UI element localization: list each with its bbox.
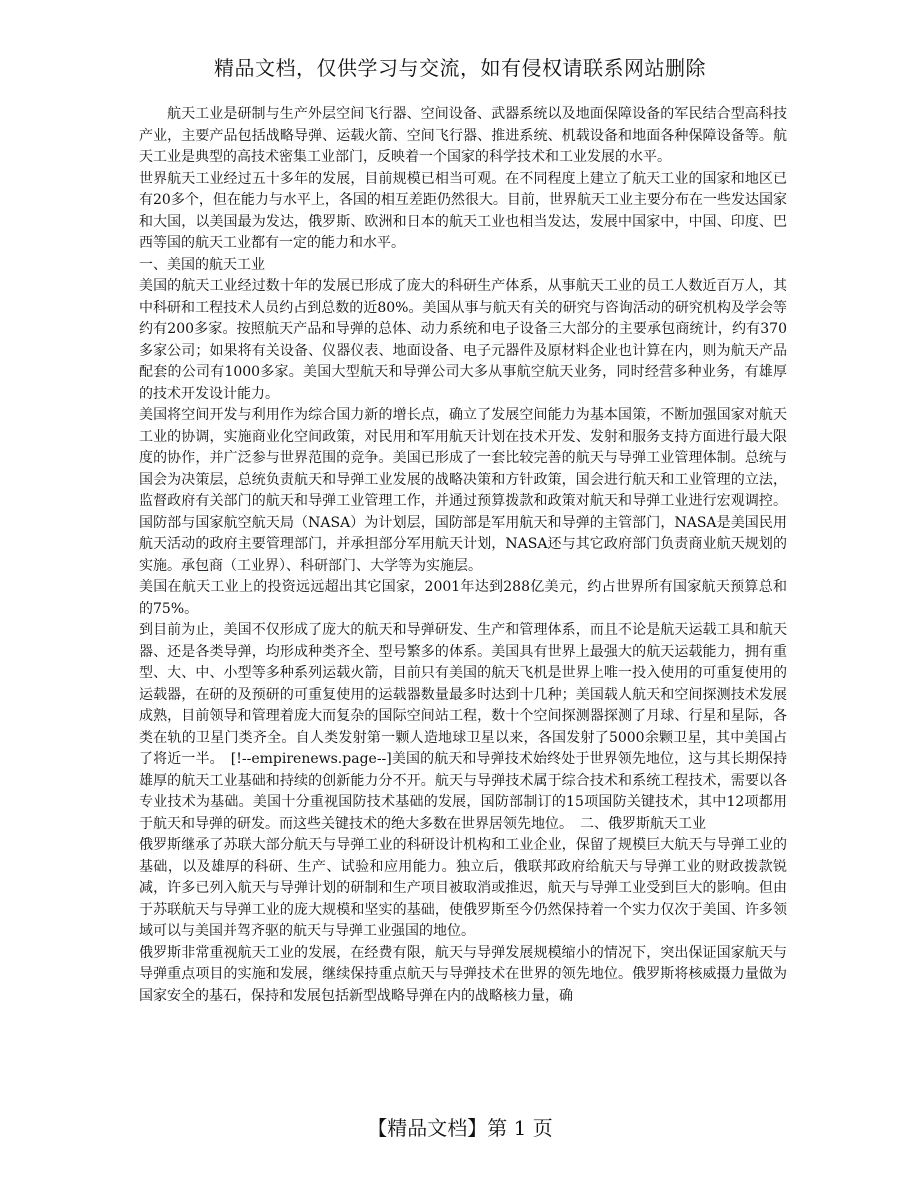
page-header: 精品文档，仅供学习与交流，如有侵权请联系网站删除: [214, 56, 706, 80]
paragraph-russia-priorities: 俄罗斯非常重视航天工业的发展，在经费有限，航天与导弹发展规模缩小的情况下，突出保证国家航天与导弹重点项目的实施和发展，继续保持重点航天与导弹技术在世界的领先地位。俄罗斯将核威摄力量做为国家安全的基石，保持和发展包括新型战略导弹在内的战略核力量，确: [139, 944, 787, 1004]
paragraph-usa-investment: 美国在航天工业上的投资远远超出其它国家，2001年达到288亿美元，约占世界所有国家航天预算总和的75%。: [139, 579, 787, 617]
paragraph-intro: 航天工业是研制与生产外层空间飞行器、空间设备、武器系统以及地面保障设备的军民结合型高科技产业，主要产品包括战略导弹、运载火箭、空间飞行器、推进系统、机载设备和地面各种保障设备等。航天工业是典型的高技术密集工业部门，反映着一个国家的科学技术和工业发展的水平。: [139, 106, 787, 165]
paragraph-world-overview: 世界航天工业经过五十多年的发展，目前规模已相当可观。在不同程度上建立了航天工业的国家和地区已有20多个，但在能力与水平上，各国的相互差距仍然很大。目前，世界航天工业主要分布在一些发达国家和大国，以美国最为发达，俄罗斯、欧洲和日本的航天工业也相当发达，发展中国家中，中国、印度、巴西等国的航天工业都有一定的能力和水平。: [139, 170, 787, 251]
paragraph-usa-capability: 到目前为止，美国不仅形成了庞大的航天和导弹研发、生产和管理体系，而且不论是航天运载工具和航天器、还是各类导弹，均形成种类齐全、型号繁多的体系。美国具有世界上最强大的航天运载能力，拥有重型、大、中、小型等多种系列运载火箭，目前只有美国的航天飞机是世界上唯一投入使用的可重复使用的运载器，在研的及预研的可重复使用的运载器数量最多时达到十几种；美国载人航天和空间探测技术发展成熟，目前领导和管理着庞大而复杂的国际空间站工程，数十个空间探测器探测了月球、行星和星际，各类在轨的卫星门类齐全。自人类发射第一颗人造地球卫星以来，各国发射了5000余颗卫星，其中美国占了将近一半。 [!--empirenews.page--]美国的航天和导弹技术始终处于世界领先地位，这与其长期保持雄厚的航天工业基础和持续的创新能力分不开。航天与导弹技术属于综合技术和系统工程技术，需要以各专业技术为基础。美国十分重视国防技术基础的发展，国防部制订的15项国防关键技术，其中12项都用于航天和导弹的研发。而这些关键技术的绝大多数在世界居领先地位。 二、俄罗斯航天工业: [139, 622, 787, 832]
paragraph-usa-industry: 美国的航天工业经过数十年的发展已形成了庞大的科研生产体系，从事航天工业的员工人数近百万人，其中科研和工程技术人员约占到总数的近80%。美国从事与航天有关的研究与咨询活动的研究机构及学会等约有200多家。按照航天产品和导弹的总体、动力系统和电子设备三大部分的主要承包商统计，约有370多家公司；如果将有关设备、仪器仪表、地面设备、电子元器件及原材料企业也计算在内，则为航天产品配套的公司有1000多家。美国大型航天和导弹公司大多从事航空航天业务，同时经营多种业务，有雄厚的技术开发设计能力。: [139, 278, 787, 402]
page-footer: 【精品文档】第 1 页: [367, 1116, 553, 1140]
document-body: [139, 104, 787, 1007]
paragraph-usa-policy: 美国将空间开发与利用作为综合国力新的增长点，确立了发展空间能力为基本国策，不断加强国家对航天工业的协调，实施商业化空间政策，对民用和军用航天计划在技术开发、发射和服务支持方面进行最大限度的协作，并广泛参与世界范围的竞争。美国已形成了一套比较完善的航天与导弹工业管理体制。总统与国会为决策层，总统负责航天和导弹工业发展的战略决策和方针政策，国会进行航天和工业管理的立法，监督政府有关部门的航天和导弹工业管理工作，并通过预算拨款和政策对航天和导弹工业进行宏观调控。国防部与国家航空航天局（NASA）为计划层，国防部是军用航天和导弹的主管部门，NASA是美国民用航天活动的政府主要管理部门，并承担部分军用航天计划，NASA还与其它政府部门负责商业航天规划的实施。承包商（工业界）、科研部门、大学等为实施层。: [139, 407, 787, 574]
paragraph-russia-inheritance: 俄罗斯继承了苏联大部分航天与导弹工业的科研设计机构和工业企业，保留了规模巨大航天与导弹工业的基础，以及雄厚的科研、生产、试验和应用能力。独立后，俄联邦政府给航天与导弹工业的财政拨款锐减，许多已列入航天与导弹计划的研制和生产项目被取消或推迟，航天与导弹工业受到巨大的影响。但由于苏联航天与导弹工业的庞大规模和坚实的基础，使俄罗斯至今仍然保持着一个实力仅次于美国、许多领域可以与美国并驾齐驱的航天与导弹工业强国的地位。: [139, 837, 787, 939]
section-heading-usa: 一、美国的航天工业: [139, 256, 265, 273]
